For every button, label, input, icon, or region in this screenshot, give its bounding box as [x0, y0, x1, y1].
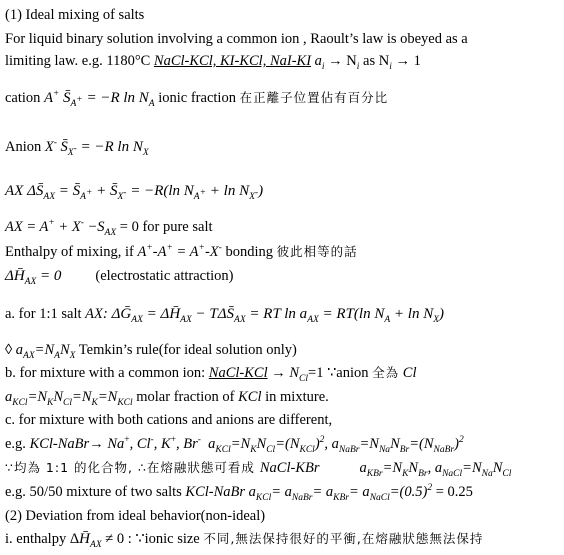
subscript: i — [356, 61, 360, 72]
salt-entropy-line — [5, 182, 263, 200]
common-ion-line: b. for mixture with a common ion: NaCl-KCl → $N_{Cl}=1$ ∵anion 全為 Cl — [5, 365, 417, 384]
text: b. for mixture with a common ion: — [5, 365, 209, 381]
text: → N — [324, 53, 357, 69]
intro-line-1: For liquid binary solution involving a common ion , Raoult’s law is obeyed as a — [5, 31, 468, 47]
text: → 1 — [391, 53, 421, 69]
text: cation — [5, 90, 45, 106]
enthalpy-mixing-line: Enthalpy of mixing, if A+-A+ = A+-X- bonding 彼此相等的話 — [5, 243, 358, 260]
text: Enthalpy of mixing, if — [5, 244, 138, 260]
salt-entropy-equation: AX $\Delta S̄_{AX}$ = $S̄_{A^+}$ + $S̄_{X^-} = -R(\ln$ $N_{A^+} + \ln N_{X^-}$) — [5, 183, 264, 202]
text: limiting law. e.g. 1180°C — [5, 53, 154, 69]
compound-note-line: ∵均為 1:1 的化合物, ∴在熔融狀態可看成 NaCl-KBr $a_{KBr}=N_KN_{Br}$, $a_{NaCl}=N_{Na}N_{Cl}$ — [5, 460, 512, 479]
pure-salt-line — [5, 218, 213, 236]
text: ◊ — [5, 342, 16, 358]
text: ionic fraction — [154, 90, 240, 106]
anion-entropy-line: Anion X- $S̄_{X^-} = -R$ $\ln N_X$ — [5, 138, 149, 158]
cjk-note: 在正離子位置佔有百分比 — [239, 90, 389, 105]
electrostatic-note: (electrostatic attraction) — [95, 268, 234, 284]
different-ions-line: c. for mixture with both cations and anions are different, — [5, 412, 333, 428]
text: Anion — [5, 139, 45, 155]
cjk-note: 彼此相等的話 — [276, 244, 358, 259]
enthalpy-nonzero-line: i. enthalpy $\Delta H̄_{AX} \ne 0$ : ∵ionic size 不同,無法保持很好的平衝,在熔融狀態無法保持 — [5, 531, 484, 550]
salt-examples: NaCl-KCl, KI-KCl, NaI-KI — [153, 53, 312, 69]
fifty-fifty-line: e.g. 50/50 mixture of two salts KCl-NaBr $a_{KCl}= a_{NaBr}= a_{KBr}= a_{NaCl}=(0.5)^2 = 0.25$ — [5, 483, 473, 503]
subscript: i — [321, 61, 325, 72]
text: bonding — [221, 244, 277, 260]
intro-line-2 — [5, 52, 421, 70]
cation-entropy-equation: = −R ln N — [82, 90, 149, 106]
text: a. for 1:1 salt — [5, 306, 86, 322]
section-title-non-ideal: (2) Deviation from ideal behavior(non-ideal) — [5, 508, 266, 524]
section-title-ideal-mixing: (1) Ideal mixing of salts — [5, 7, 145, 23]
gibbs-line: a. for 1:1 salt AX: $\Delta Ḡ_{AX}$ = $\Delta H̄_{AX}$ − $T\Delta S̄_{AX}$ = RT $\ln a_{AX} = RT(\ln$ $N_A + \ln N_X$) — [5, 306, 445, 325]
text: Temkin’s rule(for ideal solution only) — [75, 342, 297, 358]
subscript: i — [389, 61, 392, 72]
enthalpy-zero-line: $\Delta H̄_{AX} = 0$ (electrostatic attraction) — [5, 268, 234, 287]
kcl-nabr-example-line: e.g. KCl-NaBr→ Na+, Cl-, K+, Br- $a_{KCl}=N_KN_{Cl}=(N_{KCl})^2$, $a_{NaBr}=N_{Na}N_{Br}=(N_{NaBr})^2$ — [5, 435, 464, 455]
pure-salt-equation: AX = $A^+ + X^- -S_{AX}$ — [5, 218, 117, 238]
text: as N — [359, 53, 390, 69]
temkin-rule-line: ◊ $a_{AX}=N_AN_X$ Temkin’s rule(for ideal solution only) — [5, 342, 297, 361]
cation-entropy-line: cation A+ $S̄_{A^+} = -R$ $\ln N_A$ ionic fraction 在正離子位置佔有百分比 — [5, 89, 389, 109]
molar-fraction-line: $a_{KCl}=N_KN_{Cl}=N_K=N_{KCl}$ molar fraction of KCl in mixture. — [5, 389, 329, 408]
anion-entropy-equation: = −R ln N — [76, 139, 143, 155]
text: = 0 for pure salt — [116, 219, 213, 235]
activity-symbol: a — [311, 53, 322, 69]
